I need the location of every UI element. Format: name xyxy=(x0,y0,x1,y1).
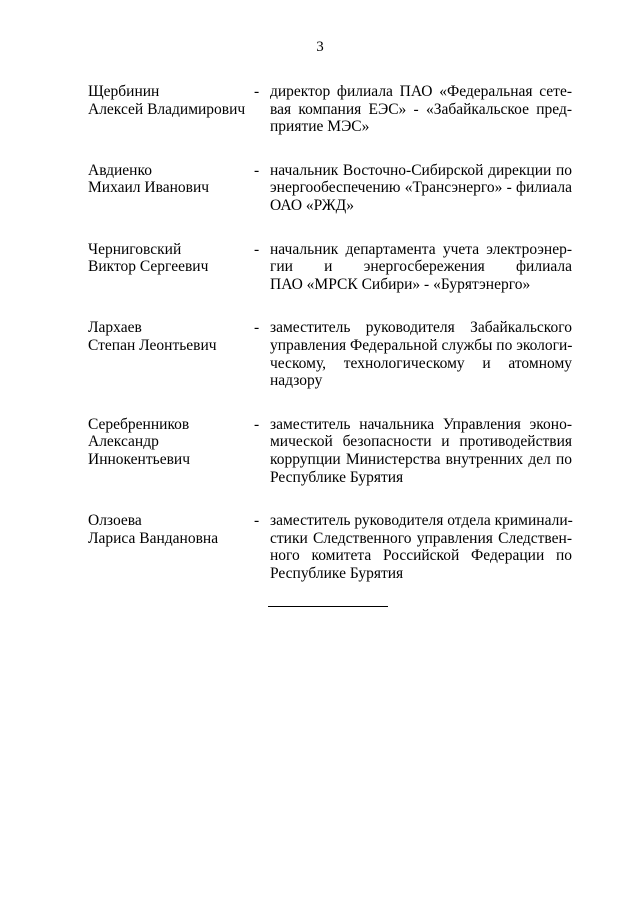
position-line: коррупции Министерства внутренних дел по xyxy=(270,450,572,468)
position-line: Республике Бурятия xyxy=(270,564,404,582)
separator-dash: - xyxy=(254,415,260,433)
position-line: заместитель руководителя отдела криминали- xyxy=(270,512,573,530)
members-list xyxy=(88,83,572,582)
member-name xyxy=(88,241,248,276)
position-line: заместитель руководителя Забайкальского xyxy=(270,319,572,337)
name-line: Щербинин xyxy=(88,83,160,100)
separator-dash: - xyxy=(254,161,260,179)
member-position xyxy=(270,83,572,136)
member-name xyxy=(88,319,248,354)
position-line: заместитель начальника Управления эконо- xyxy=(270,415,572,433)
member-name xyxy=(88,83,248,118)
name-line: Авдиенко xyxy=(88,161,152,179)
page-number: 3 xyxy=(316,39,324,55)
member-entry xyxy=(88,512,572,582)
closing-divider xyxy=(268,606,388,607)
separator-dash: - xyxy=(254,83,260,100)
member-position xyxy=(270,319,572,389)
member-position xyxy=(270,241,572,294)
separator-dash: - xyxy=(254,240,260,258)
member-position xyxy=(270,162,572,215)
name-line: Алексей Владимирович xyxy=(88,100,246,118)
member-name xyxy=(88,416,248,469)
name-line: Олзоева xyxy=(88,512,142,530)
position-line: ПАО «МРСК Сибири» - «Бурятэнерго» xyxy=(270,275,531,293)
position-line: стики Следственного управления Следствен- xyxy=(270,529,572,547)
name-line: Иннокентьевич xyxy=(88,450,190,468)
position-line: начальник Восточно-Сибирской дирекции по xyxy=(270,161,572,179)
position-line: ного комитета Российской Федерации по xyxy=(270,547,572,565)
name-line: Лариса Вандановна xyxy=(88,529,219,547)
position-line: мической безопасности и противодействия xyxy=(270,433,572,451)
position-line: энергообеспечению «Трансэнерго» - филиала xyxy=(270,179,572,197)
position-line: Республике Бурятия xyxy=(270,468,404,486)
separator-dash: - xyxy=(254,319,260,337)
member-entry xyxy=(88,162,572,215)
separator-dash: - xyxy=(254,512,260,530)
position-line: надзору xyxy=(270,372,323,390)
name-line: Серебренников xyxy=(88,415,190,433)
member-position xyxy=(270,416,572,486)
position-line: ОАО «РЖД» xyxy=(270,196,354,214)
position-line: управления Федеральной службы по экологи- xyxy=(270,336,573,354)
member-name xyxy=(88,512,248,547)
name-line: Степан Леонтьевич xyxy=(88,336,217,354)
name-line: Черниговский xyxy=(88,240,182,258)
name-line: Александр xyxy=(88,433,159,451)
name-line: Виктор Сергеевич xyxy=(88,258,209,276)
member-entry xyxy=(88,241,572,294)
member-entry xyxy=(88,319,572,389)
member-position xyxy=(270,512,572,582)
position-line: приятие МЭС» xyxy=(270,118,370,136)
name-line: Лархаев xyxy=(88,319,142,337)
member-entry xyxy=(88,416,572,486)
name-line: Михаил Иванович xyxy=(88,179,210,197)
member-entry xyxy=(88,83,572,136)
position-line: вая компания ЕЭС» - «Забайкальское пред- xyxy=(270,100,572,118)
member-name xyxy=(88,162,248,197)
position-line: директор филиала ПАО «Федеральная сете- xyxy=(270,83,572,100)
position-line: начальник департамента учета электроэнер- xyxy=(270,240,572,258)
position-line: гии и энергосбережения филиала xyxy=(270,258,572,276)
position-line: ческому, технологическому и атомному xyxy=(270,354,572,372)
